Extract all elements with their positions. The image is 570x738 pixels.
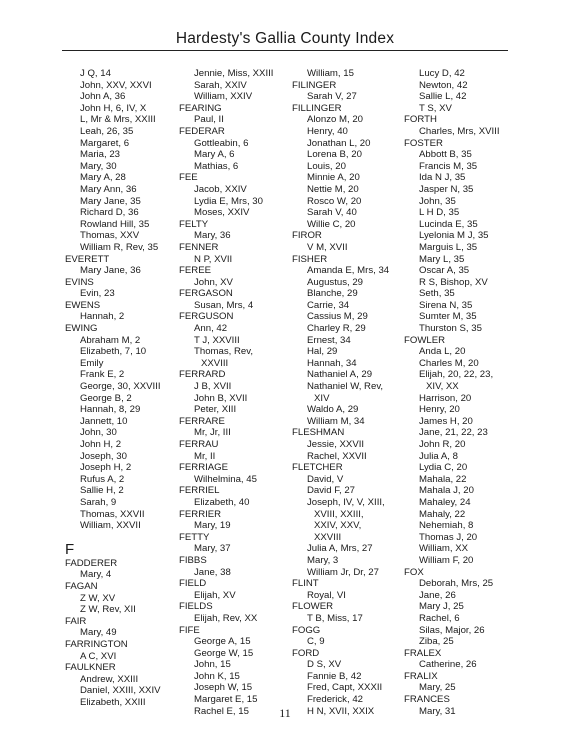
index-subentry: Mary J, 25 <box>419 601 464 613</box>
index-subentry: John H, 6, IV, X <box>80 102 147 114</box>
index-subentry: Mary, 4 <box>80 569 112 581</box>
index-subentry: Fred, Capt, XXXII <box>307 682 383 694</box>
index-subentry: Frederick, 42 <box>307 694 363 706</box>
index-subentry: Alonzo M, 20 <box>307 114 363 126</box>
index-subentry: Hannah, 2 <box>80 311 125 323</box>
index-subentry: Lucy D, 42 <box>419 68 465 79</box>
index-continuation: XXIV, XXV, <box>314 520 362 532</box>
index-surname: FEDERAR <box>179 125 225 137</box>
index-subentry: Royal, VI <box>307 589 346 601</box>
index-subentry: Francis M, 35 <box>419 160 478 172</box>
index-subentry: Elizabeth, 7, 10 <box>80 346 147 358</box>
index-subentry: Daniel, XXIII, XXIV <box>80 685 161 697</box>
index-surname: FLOWER <box>292 601 334 613</box>
index-subentry: Joseph H, 2 <box>80 462 132 474</box>
index-subentry: Mahala, 22 <box>419 473 467 485</box>
index-surname: FILINGER <box>292 79 337 91</box>
index-surname: FLINT <box>292 578 319 590</box>
index-subentry: Jannett, 10 <box>80 415 128 427</box>
index-surname: FOSTER <box>404 137 443 149</box>
index-subentry: Abraham M, 2 <box>80 334 141 346</box>
index-surname: FLETCHER <box>292 462 343 474</box>
index-subentry: William, XXVII <box>80 520 141 532</box>
index-subentry: Jonathan L, 20 <box>307 137 371 149</box>
index-subentry: Harrison, 20 <box>419 392 472 404</box>
index-surname: FEARING <box>179 102 222 114</box>
index-surname: FIROR <box>292 230 322 242</box>
index-subentry: William, 15 <box>307 68 354 79</box>
index-subentry: Ziba, 25 <box>419 636 454 648</box>
index-subentry: Waldo A, 29 <box>307 404 359 416</box>
index-surname: FADDERER <box>65 557 118 569</box>
index-surname: FETTY <box>179 531 210 543</box>
index-subentry: Mary Jane, 36 <box>80 265 141 277</box>
index-subentry: Susan, Mrs, 4 <box>194 299 254 311</box>
index-subentry: Andrew, XXIII <box>80 673 139 685</box>
index-surname: FERRARD <box>179 369 226 381</box>
index-subentry: Silas, Major, 26 <box>419 624 485 636</box>
index-subentry: Mary Jane, 35 <box>80 195 141 207</box>
index-subentry: Richard D, 36 <box>80 207 139 219</box>
index-subentry: Charles M, 20 <box>419 357 479 369</box>
index-surname: FERRIEL <box>179 485 220 497</box>
index-subentry: Nehemiah, 8 <box>419 520 474 532</box>
index-surname: FERRIER <box>179 508 222 520</box>
index-subentry: J Q, 14 <box>80 68 111 79</box>
index-subentry: Moses, XXIV <box>194 207 250 219</box>
index-subentry: L H D, 35 <box>419 207 460 219</box>
index-continuation: XXVIII <box>201 357 229 369</box>
index-column-3 <box>292 68 408 717</box>
index-subentry: Thomas, XXVII <box>80 508 145 520</box>
index-subentry: John R, 20 <box>419 439 466 450</box>
index-subentry: Amanda E, Mrs, 34 <box>307 265 390 277</box>
index-subentry: Mathias, 6 <box>194 160 239 172</box>
index-surname: FAGAN <box>65 580 98 592</box>
index-subentry: Rachel E, 15 <box>194 705 249 717</box>
index-continuation: XIV, XX <box>426 381 459 393</box>
page-title: Hardesty's Gallia County Index <box>175 30 395 47</box>
index-subentry: Joseph, IV, V, XIII, <box>307 496 385 508</box>
index-subentry: Mahaly, 22 <box>419 508 466 520</box>
index-subentry: Abbott B, 35 <box>419 149 472 161</box>
index-subentry: Paul, II <box>194 114 224 126</box>
index-subentry: Rowland Hill, 35 <box>80 218 150 230</box>
index-subentry: George B, 2 <box>80 392 132 404</box>
index-subentry: Elijah, XV <box>194 589 236 601</box>
index-subentry: Louis, 20 <box>307 160 346 172</box>
index-subentry: Lyelonia M J, 35 <box>419 230 489 242</box>
index-subentry: Jane, 21, 22, 23 <box>419 427 488 439</box>
index-subentry: William M, 34 <box>307 415 365 427</box>
index-subentry: Willie C, 20 <box>307 218 356 230</box>
index-surname: FIBBS <box>179 554 207 566</box>
index-subentry: Jennie, Miss, XXIII <box>194 68 274 79</box>
index-subentry: Jasper N, 35 <box>419 183 474 195</box>
index-subentry: Oscar A, 35 <box>419 265 470 277</box>
index-subentry: Margaret E, 15 <box>194 694 258 706</box>
index-subentry: Jacob, XXIV <box>194 183 247 195</box>
index-subentry: Blanche, 29 <box>307 288 358 300</box>
index-subentry: Deborah, Mrs, 25 <box>419 578 494 590</box>
page-header <box>0 30 570 48</box>
index-subentry: James H, 20 <box>419 415 473 427</box>
index-subentry: Mary A, 6 <box>194 149 235 161</box>
index-subentry: Sirena N, 35 <box>419 299 473 311</box>
index-subentry: Z W, XV <box>80 592 116 604</box>
index-subentry: Rosco W, 20 <box>307 195 362 207</box>
index-subentry: Elijah, Rev, XX <box>194 612 258 624</box>
index-subentry: Marguis L, 35 <box>419 241 478 253</box>
index-subentry: Leah, 26, 35 <box>80 125 134 137</box>
index-subentry: Henry, 20 <box>419 404 460 416</box>
index-subentry: Carrie, 34 <box>307 299 350 311</box>
index-subentry: Mary, 19 <box>194 520 231 532</box>
index-subentry: John, XV <box>194 276 233 288</box>
index-subentry: Frank E, 2 <box>80 369 125 381</box>
index-subentry: John H, 2 <box>80 439 122 450</box>
index-surname: FORD <box>292 647 320 659</box>
index-subentry: Seth, 35 <box>419 288 455 300</box>
index-subentry: Anda L, 20 <box>419 346 466 358</box>
index-subentry: Hannah, 34 <box>307 357 357 369</box>
index-subentry: C, 9 <box>307 636 325 648</box>
index-subentry: John, 15 <box>194 659 231 671</box>
index-subentry: Jessie, XXVII <box>307 439 365 450</box>
index-subentry: Ernest, 34 <box>307 334 351 346</box>
index-surname: FOGG <box>292 624 321 636</box>
index-subentry: Joseph W, 15 <box>194 682 253 694</box>
index-surname: EWING <box>65 323 98 335</box>
index-subentry: Mr, Jr, III <box>194 427 231 439</box>
index-subentry: Julia A, 8 <box>419 450 458 462</box>
index-subentry: Hal, 29 <box>307 346 338 358</box>
index-subentry: John, 35 <box>419 195 456 207</box>
index-subentry: Elizabeth, XXIII <box>80 696 146 708</box>
index-subentry: L, Mr & Mrs, XXIII <box>80 114 156 126</box>
index-surname: FERRARE <box>179 415 225 427</box>
index-subentry: Mary, 37 <box>194 543 231 555</box>
index-surname: EWENS <box>65 299 101 311</box>
index-subentry: George W, 15 <box>194 647 254 659</box>
index-subentry: Cassius M, 29 <box>307 311 368 323</box>
index-surname: FISHER <box>292 253 328 265</box>
index-subentry: Elijah, 20, 22, 23, <box>419 369 494 381</box>
index-subentry: Julia A, Mrs, 27 <box>307 543 373 555</box>
index-subentry: Minnie A, 20 <box>307 172 360 184</box>
index-subentry: V M, XVII <box>307 241 348 253</box>
index-subentry: Sumter M, 35 <box>419 311 477 323</box>
index-subentry: Mary, 49 <box>80 627 117 639</box>
index-subentry: Thurston S, 35 <box>419 323 482 335</box>
index-subentry: Catherine, 26 <box>419 659 477 671</box>
page-number: 11 <box>279 706 291 720</box>
index-surname: FRALEX <box>404 647 442 659</box>
index-subentry: Ann, 42 <box>194 323 228 335</box>
index-column-4 <box>404 68 520 717</box>
index-subentry: R S, Bishop, XV <box>419 276 488 288</box>
index-subentry: N P, XVII <box>194 253 233 265</box>
index-subentry: Sarah, 9 <box>80 496 117 508</box>
index-surname: FENNER <box>179 241 219 253</box>
index-surname: FELTY <box>179 218 209 230</box>
index-subentry: Sallie H, 2 <box>80 485 124 497</box>
index-subentry: Rachel, 6 <box>419 612 460 624</box>
index-subentry: Sallie L, 42 <box>419 91 467 103</box>
index-subentry: Jane, 26 <box>419 589 456 601</box>
index-surname: FOWLER <box>404 334 446 346</box>
index-subentry: T S, XV <box>419 102 452 114</box>
index-subentry: George A, 15 <box>194 636 251 648</box>
index-surname: FOX <box>404 566 424 578</box>
index-subentry: Mahala J, 20 <box>419 485 474 497</box>
index-subentry: Jane, 38 <box>194 566 231 578</box>
index-subentry: Ida N J, 35 <box>419 172 466 184</box>
index-subentry: J B, XVII <box>194 381 232 393</box>
index-subentry: Gottleabin, 6 <box>194 137 249 149</box>
index-subentry: George, 30, XXVIII <box>80 381 161 393</box>
index-subentry: John K, 15 <box>194 670 240 682</box>
index-surname: EVINS <box>65 276 94 288</box>
index-continuation: XVIII, XXIII, <box>314 508 364 520</box>
index-column-1 <box>65 68 181 708</box>
index-subentry: Sarah V, 27 <box>307 91 357 103</box>
index-surname: FAIR <box>65 615 87 627</box>
index-subentry: Mary, 25 <box>419 682 456 694</box>
index-subentry: Mary, 31 <box>419 705 456 717</box>
index-subentry: Rachel, XXVII <box>307 450 367 462</box>
index-subentry: Henry, 40 <box>307 125 348 137</box>
index-subentry: Thomas, XXV <box>80 230 140 242</box>
index-subentry: Nathaniel W, Rev, <box>307 381 384 393</box>
index-surname: FARRINGTON <box>65 638 128 650</box>
index-subentry: William F, 20 <box>419 554 474 566</box>
index-subentry: Elizabeth, 40 <box>194 496 250 508</box>
index-surname: FERRIAGE <box>179 462 229 474</box>
index-surname: FIELDS <box>179 601 213 613</box>
index-subentry: Peter, XIII <box>194 404 237 416</box>
index-subentry: Fannie B, 42 <box>307 670 362 682</box>
index-subentry: Mary Ann, 36 <box>80 183 137 195</box>
index-subentry: David F, 27 <box>307 485 355 497</box>
index-surname: FLESHMAN <box>292 427 345 439</box>
index-subentry: Sarah, XXIV <box>194 79 247 91</box>
index-subentry: Maria, 23 <box>80 149 120 161</box>
index-subentry: Mary L, 35 <box>419 253 465 265</box>
index-subentry: John, 30 <box>80 427 117 439</box>
index-subentry: William R, Rev, 35 <box>80 241 159 253</box>
section-letter: F <box>65 540 75 558</box>
index-subentry: David, V <box>307 473 344 485</box>
index-surname: FEREE <box>179 265 211 277</box>
index-surname: FEE <box>179 172 198 184</box>
index-subentry: Lucinda E, 35 <box>419 218 478 230</box>
index-subentry: Thomas J, 20 <box>419 531 478 543</box>
index-surname: FORTH <box>404 114 437 126</box>
index-subentry: T B, Miss, 17 <box>307 612 363 624</box>
index-subentry: Lydia E, Mrs, 30 <box>194 195 263 207</box>
index-surname: FERGUSON <box>179 311 234 323</box>
index-subentry: William, XX <box>419 543 469 555</box>
index-surname: FRALIX <box>404 670 438 682</box>
index-subentry: Thomas, Rev, <box>194 346 254 358</box>
index-subentry: Emily <box>80 357 104 369</box>
index-surname: EVERETT <box>65 253 110 265</box>
index-subentry: Joseph, 30 <box>80 450 127 462</box>
index-subentry: H N, XVII, XXIX <box>307 705 375 717</box>
index-subentry: Lorena B, 20 <box>307 149 362 161</box>
index-subentry: John B, XVII <box>194 392 248 404</box>
index-subentry: Mary, 36 <box>194 230 231 242</box>
index-subentry: Hannah, 8, 29 <box>80 404 141 416</box>
index-subentry: Augustus, 29 <box>307 276 364 288</box>
index-subentry: Nathaniel A, 29 <box>307 369 373 381</box>
index-subentry: William, XXIV <box>194 91 253 103</box>
index-subentry: Evin, 23 <box>80 288 115 300</box>
index-surname: FERGASON <box>179 288 233 300</box>
index-subentry: T J, XXVIII <box>194 334 240 346</box>
index-subentry: John, XXV, XXVI <box>80 79 152 91</box>
index-subentry: William Jr, Dr, 27 <box>307 566 379 578</box>
index-subentry: Charles, Mrs, XVIII <box>419 125 500 137</box>
index-subentry: Nettie M, 20 <box>307 183 359 195</box>
index-subentry: Mahaley, 24 <box>419 496 471 508</box>
index-subentry: Margaret, 6 <box>80 137 130 149</box>
index-surname: FERRAU <box>179 439 219 450</box>
index-subentry: Wilhelmina, 45 <box>194 473 257 485</box>
index-subentry: Z W, Rev, XII <box>80 604 136 616</box>
index-subentry: Newton, 42 <box>419 79 468 91</box>
index-subentry: Mary, 3 <box>307 554 339 566</box>
index-surname: FIFE <box>179 624 200 636</box>
index-subentry: Rufus A, 2 <box>80 473 125 485</box>
index-subentry: Lydia C, 20 <box>419 462 468 474</box>
index-column-2 <box>179 68 295 717</box>
index-subentry: Charley R, 29 <box>307 323 366 335</box>
index-surname: FILLINGER <box>292 102 342 114</box>
index-continuation: XXVIII <box>314 531 342 543</box>
header-rule <box>62 50 508 51</box>
index-subentry: Mr, II <box>194 450 216 462</box>
index-subentry: Sarah V, 40 <box>307 207 357 219</box>
index-surname: FRANCES <box>404 694 450 706</box>
index-subentry: D S, XV <box>307 659 342 671</box>
index-subentry: John A, 36 <box>80 91 126 103</box>
index-surname: FIELD <box>179 578 207 590</box>
index-subentry: Mary A, 28 <box>80 172 126 184</box>
index-subentry: Mary, 30 <box>80 160 117 172</box>
index-surname: FAULKNER <box>65 662 116 674</box>
index-subentry: A C, XVI <box>80 650 117 662</box>
index-continuation: XIV <box>314 392 330 404</box>
